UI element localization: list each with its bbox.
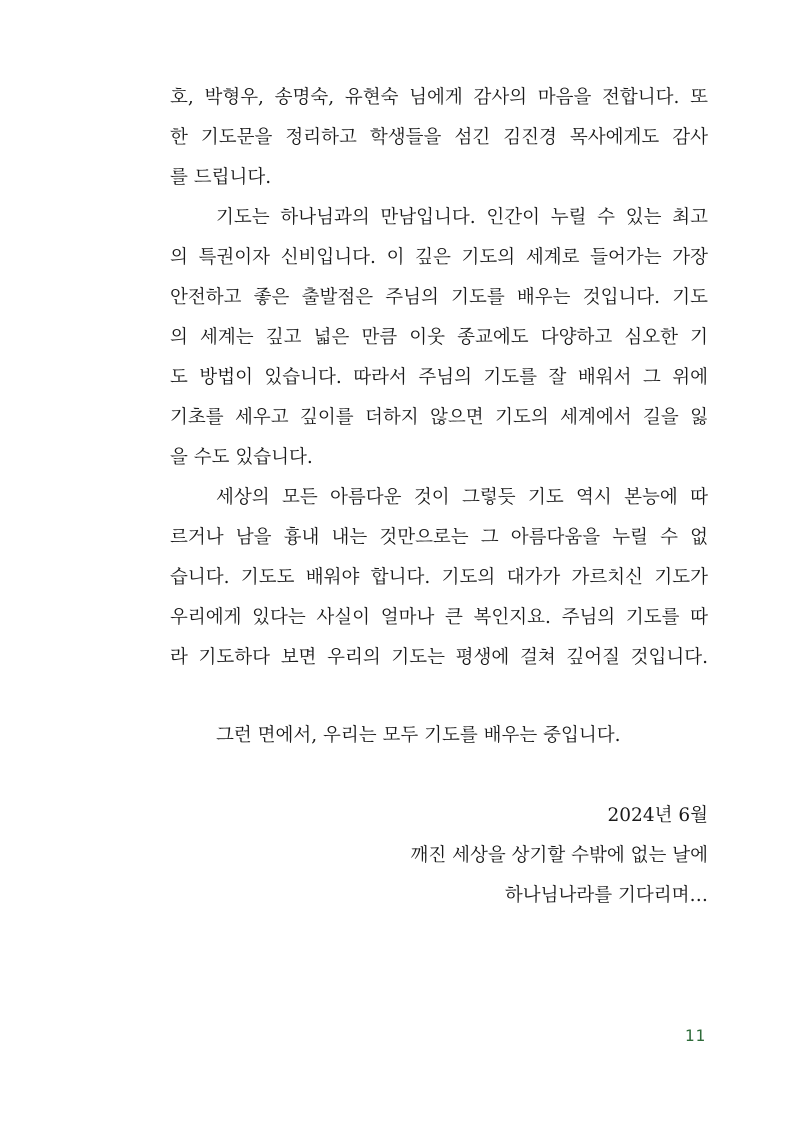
paragraph-line: 라 기도하다 보면 우리의 기도는 평생에 걸쳐 깊어질 것입니다.: [170, 647, 708, 668]
paragraph-line: 기초를 세우고 깊이를 더하지 않으면 기도의 세계에서 길을 잃: [170, 407, 708, 428]
paragraph-line: 를 드립니다.: [170, 167, 272, 188]
paragraph-line: 안전하고 좋은 출발점은 주님의 기도를 배우는 것입니다. 기도: [170, 287, 708, 308]
paragraph-line: 우리에게 있다는 사실이 얼마나 큰 복인지요. 주님의 기도를 따: [170, 607, 708, 628]
paragraph-line: 도 방법이 있습니다. 따라서 주님의 기도를 잘 배워서 그 위에: [170, 367, 708, 388]
paragraph-line: 한 기도문을 정리하고 학생들을 섬긴 김진경 목사에게도 감사: [170, 127, 708, 148]
paragraph-line: 호, 박형우, 송명숙, 유현숙 님에게 감사의 마음을 전합니다. 또: [170, 87, 708, 108]
paragraph-line: 의 특권이자 신비입니다. 이 깊은 기도의 세계로 들어가는 가장: [170, 247, 708, 268]
signature-line: 하나님나라를 기다리며…: [504, 885, 708, 906]
page-number: 11: [684, 1026, 706, 1045]
paragraph-line: 습니다. 기도도 배워야 합니다. 기도의 대가가 가르치신 기도가: [170, 567, 708, 588]
paragraph-line: 의 세계는 깊고 넓은 만큼 이웃 종교에도 다양하고 심오한 기: [170, 327, 708, 348]
paragraph-line: 르거나 남을 흉내 내는 것만으로는 그 아름다움을 누릴 수 없: [170, 527, 708, 548]
paragraph-line: 세상의 모든 아름다운 것이 그렇듯 기도 역시 본능에 따: [216, 487, 708, 508]
signature-date: 2024년 6월: [607, 805, 708, 826]
paragraph-line: 기도는 하나님과의 만남입니다. 인간이 누릴 수 있는 최고: [216, 207, 708, 228]
paragraph-line: 을 수도 있습니다.: [170, 447, 313, 468]
signature-line: 깨진 세상을 상기할 수밖에 없는 날에: [410, 845, 708, 866]
paragraph-line: 그런 면에서, 우리는 모두 기도를 배우는 중입니다.: [216, 725, 621, 746]
